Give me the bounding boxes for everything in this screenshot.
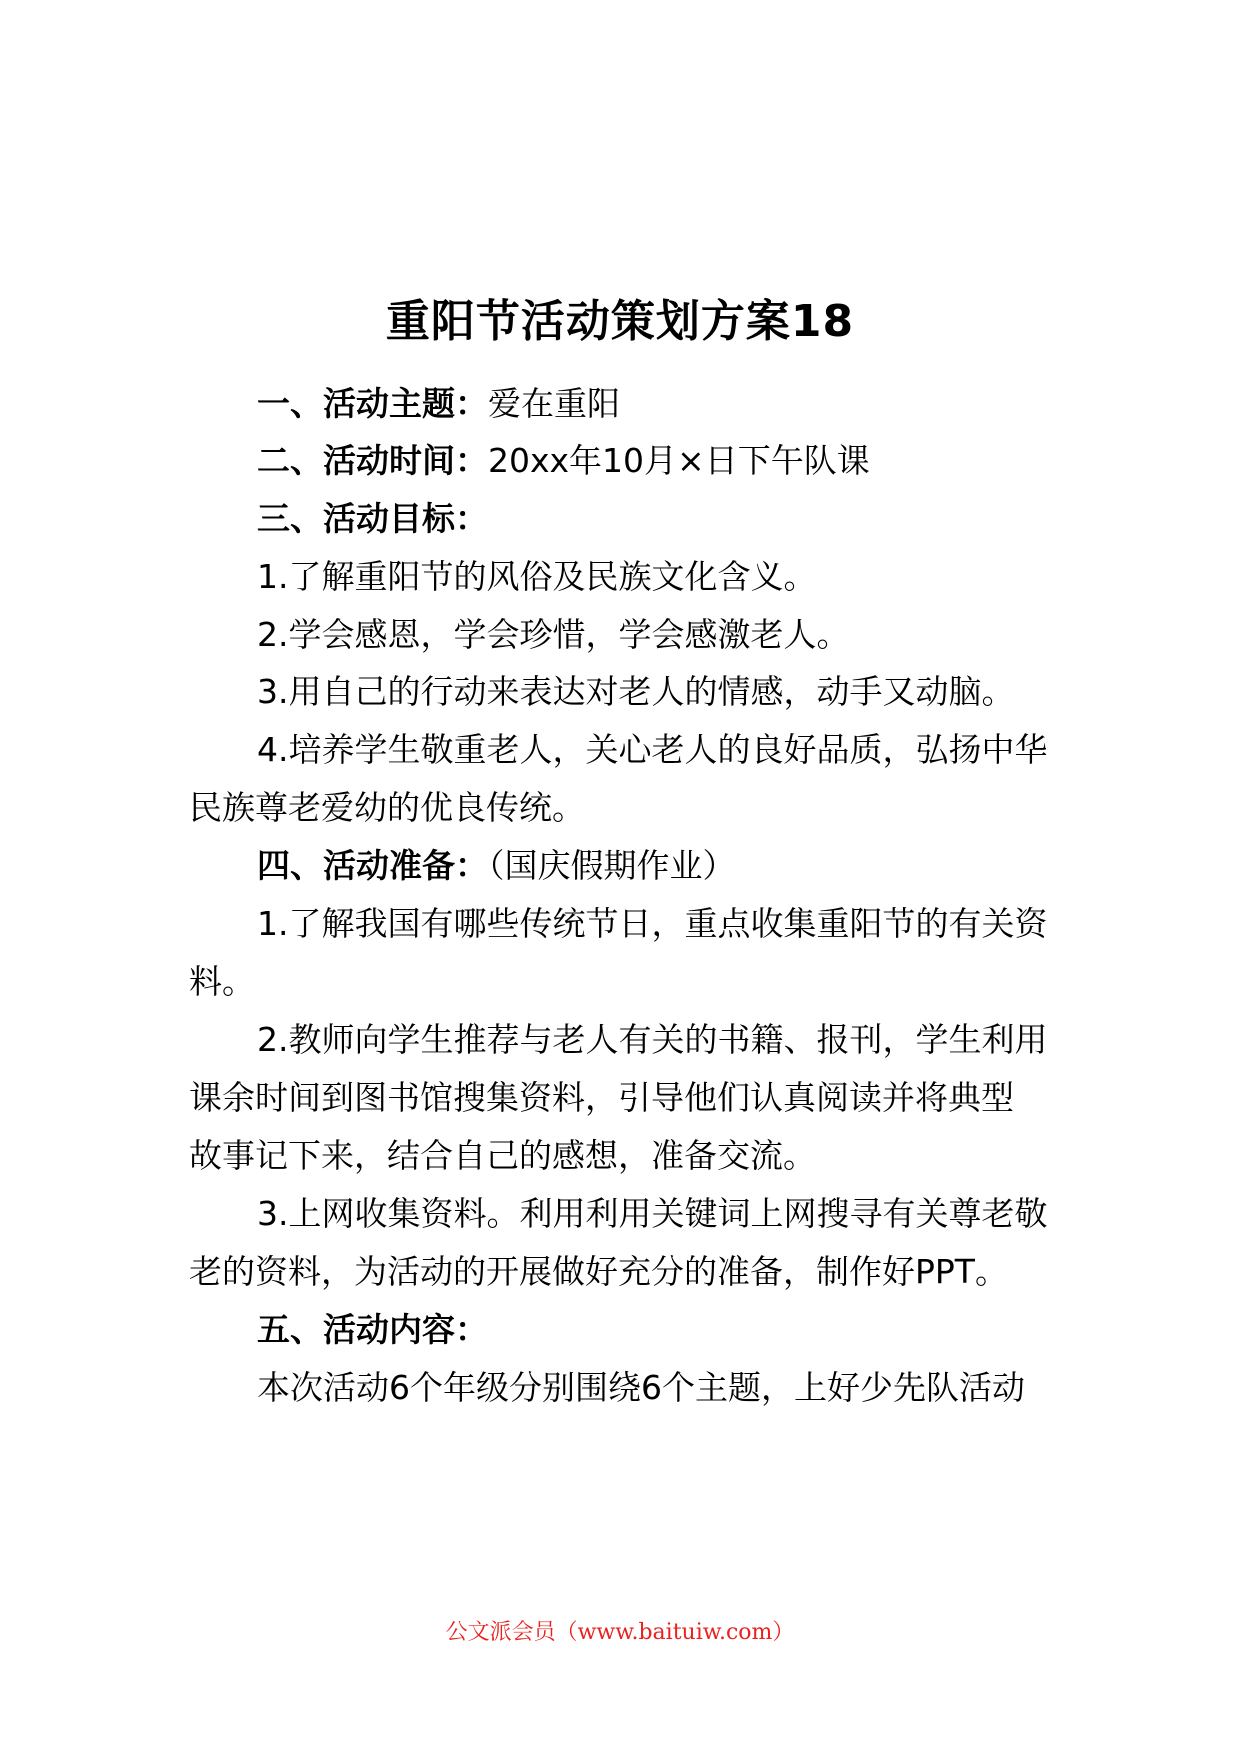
paragraph-line: 料。 [189, 962, 255, 1001]
paragraph-line: 1.了解重阳节的风俗及民族文化含义。 [257, 557, 817, 596]
section-4-line [257, 842, 736, 890]
paragraph-line: 本次活动6个年级分别围绕6个主题，上好少先队活动 [257, 1368, 1025, 1407]
document-title: 重阳节活动策划方案18 [385, 296, 855, 347]
paragraph-line: 4.培养学生敬重老人，关心老人的良好品质，弘扬中华 [257, 730, 1048, 769]
paragraph-line: 2.教师向学生推荐与老人有关的书籍、报刊，学生利用 [257, 1020, 1048, 1059]
section-1-line [257, 380, 620, 428]
section-3-heading: 三、活动目标： [257, 499, 488, 538]
section-5-heading: 五、活动内容： [257, 1310, 488, 1349]
section-4-value: （国庆假期作业） [488, 846, 736, 885]
watermark-footer: 公文派会员（www.baituiw.com） [445, 1620, 795, 1645]
paragraph-line: 民族尊老爱幼的优良传统。 [189, 788, 585, 827]
paragraph-line: 老的资料，为活动的开展做好充分的准备，制作好PPT。 [189, 1252, 1008, 1291]
section-2-heading: 二、活动时间： [257, 441, 488, 480]
paragraph-line: 3.用自己的行动来表达对老人的情感，动手又动脑。 [257, 672, 1015, 711]
paragraph-line: 2.学会感恩，学会珍惜，学会感激老人。 [257, 615, 850, 654]
paragraph-line: 课余时间到图书馆搜集资料，引导他们认真阅读并将典型 [189, 1078, 1014, 1117]
section-2-line [257, 437, 870, 485]
section-1-value: 爱在重阳 [488, 384, 620, 423]
section-1-heading: 一、活动主题： [257, 384, 488, 423]
section-2-value: 20xx年10月×日下午队课 [488, 441, 870, 480]
paragraph-line: 3.上网收集资料。利用利用关键词上网搜寻有关尊老敬 [257, 1194, 1048, 1233]
section-4-heading: 四、活动准备： [257, 846, 488, 885]
paragraph-line: 故事记下来，结合自己的感想，准备交流。 [189, 1136, 816, 1175]
paragraph-line: 1.了解我国有哪些传统节日，重点收集重阳节的有关资 [257, 904, 1048, 943]
